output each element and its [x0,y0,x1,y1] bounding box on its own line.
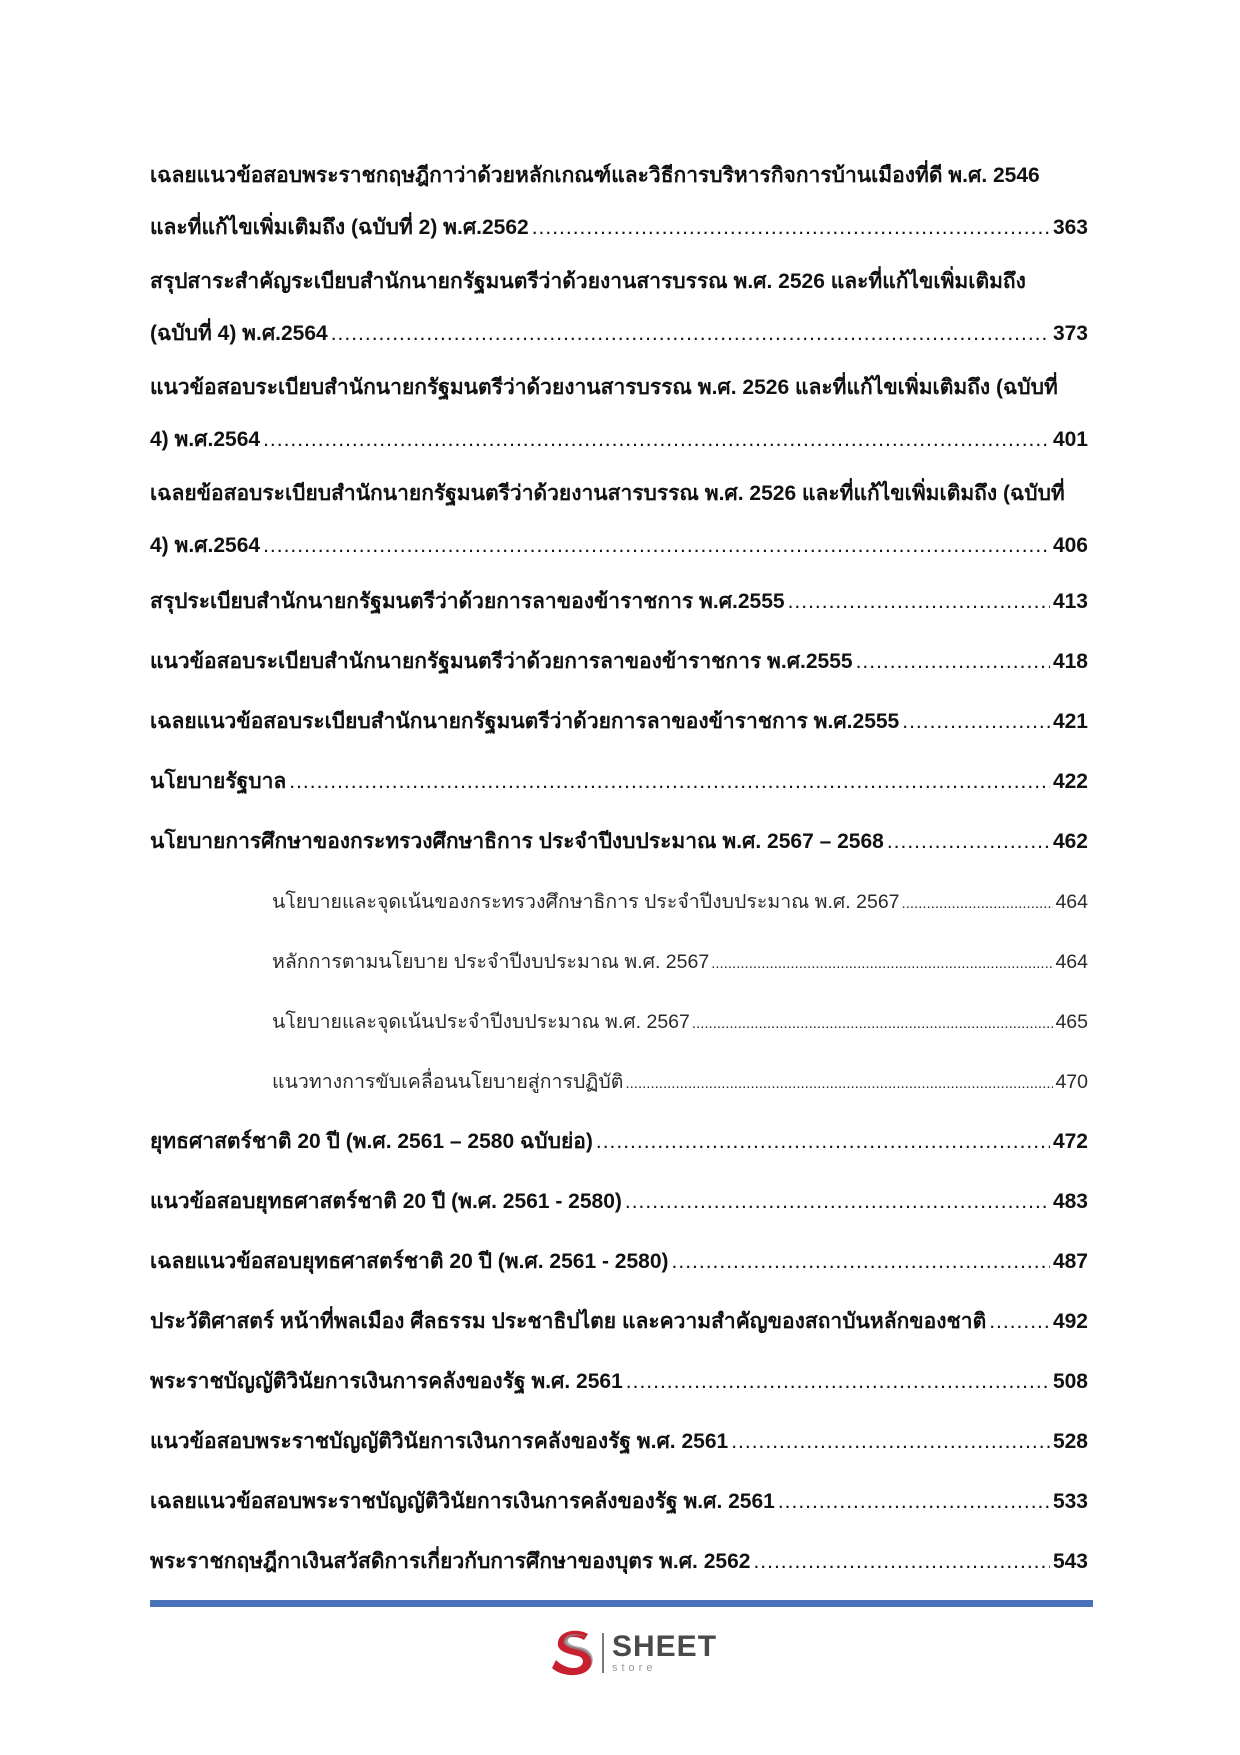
toc-entry[interactable] [150,812,1088,872]
toc-entry[interactable] [150,1112,1088,1172]
dot-leader [778,1472,1050,1532]
toc-entry-title-line2: (ฉบับที่ 4) พ.ศ.2564 [150,322,328,345]
toc-subentry-title: แนวทางการขับเคลื่อนนโยบายสู่การปฏิบัติ [272,1071,624,1093]
dot-leader [989,1292,1050,1352]
toc-page-number: 373 [1052,322,1088,345]
toc-entry[interactable] [150,1232,1088,1292]
toc-entry-title-line2: 4) พ.ศ.2564 [150,534,261,557]
logo-separator [602,1633,604,1673]
dot-leader [692,994,1054,1054]
toc-page-number: 421 [1052,710,1088,733]
dot-leader [887,812,1050,872]
toc-page-number: 418 [1052,650,1088,673]
dot-leader [753,1532,1050,1592]
toc-entry-title-line2: และที่แก้ไขเพิ่มเติมถึง (ฉบับที่ 2) พ.ศ.2562 [150,216,529,239]
toc-subentry[interactable] [272,992,1088,1052]
toc-page-number: 543 [1052,1550,1088,1573]
footer-rule [150,1600,1093,1607]
toc-subentry-title: นโยบายและจุดเน้นของกระทรวงศึกษาธิการ ประจำปีงบประมาณ พ.ศ. 2567 [272,891,900,913]
brand-name: SHEET [612,1630,718,1663]
toc-page-number: 487 [1052,1250,1088,1273]
toc-entry-title: ยุทธศาสตร์ชาติ 20 ปี (พ.ศ. 2561 – 2580 ฉบับย่อ) [150,1130,593,1153]
toc-entry-title-line1: สรุปสาระสำคัญระเบียบสำนักนายกรัฐมนตรีว่าด้วยงานสารบรรณ พ.ศ. 2526 และที่แก้ไขเพิ่มเติมถึง [150,270,1026,293]
toc-entry[interactable] [150,1532,1088,1592]
dot-leader [263,414,1050,466]
toc-entry-title: เฉลยแนวข้อสอบยุทธศาสตร์ชาติ 20 ปี (พ.ศ. 2561 - 2580) [150,1250,669,1273]
dot-leader [731,1412,1050,1472]
dot-leader [625,1054,1053,1114]
toc-entry-title-line1: เฉลยข้อสอบระเบียบสำนักนายกรัฐมนตรีว่าด้วยงานสารบรรณ พ.ศ. 2526 และที่แก้ไขเพิ่มเติมถึง (ฉบับที่ [150,482,1065,505]
toc-subentry-title: นโยบายและจุดเน้นประจำปีงบประมาณ พ.ศ. 2567 [272,1011,690,1033]
toc-entry[interactable] [150,362,1088,466]
toc-entry-title: นโยบายการศึกษาของกระทรวงศึกษาธิการ ประจำปีงบประมาณ พ.ศ. 2567 – 2568 [150,830,884,853]
dot-leader [788,572,1050,632]
brand-sub: store [612,1662,657,1674]
logo-brand [612,1632,717,1674]
dot-leader [625,1172,1050,1232]
toc-page-number: 401 [1052,428,1088,451]
toc-page-number: 462 [1052,830,1088,853]
toc-entry-title: ประวัติศาสตร์ หน้าที่พลเมือง ศีลธรรม ประชาธิปไตย และความสำคัญของสถาบันหลักของชาติ [150,1310,987,1333]
toc-page-number: 413 [1052,590,1088,613]
toc-entry[interactable] [150,1472,1088,1532]
toc-entry[interactable] [150,572,1088,632]
toc-entry-title-line1: เฉลยแนวข้อสอบพระราชกฤษฎีกาว่าด้วยหลักเกณฑ์และวิธีการบริหารกิจการบ้านเมืองที่ดี พ.ศ. 2546 [150,164,1040,187]
toc-subentry[interactable] [272,932,1088,992]
toc-entry[interactable] [150,150,1088,254]
toc-page-number: 406 [1052,534,1088,557]
toc-subentry[interactable] [272,872,1088,932]
toc-entry-title: แนวข้อสอบพระราชบัญญัติวินัยการเงินการคลังของรัฐ พ.ศ. 2561 [150,1430,729,1453]
sheet-store-logo [550,1625,717,1681]
toc-entry-title-line1: แนวข้อสอบระเบียบสำนักนายกรัฐมนตรีว่าด้วยงานสารบรรณ พ.ศ. 2526 และที่แก้ไขเพิ่มเติมถึง (ฉบับที่ [150,376,1058,399]
toc-page-number: 464 [1055,951,1088,973]
toc-entry-title: สรุประเบียบสำนักนายกรัฐมนตรีว่าด้วยการลาของข้าราชการ พ.ศ.2555 [150,590,785,613]
dot-leader [902,692,1050,752]
dot-leader [263,520,1050,572]
toc-entry[interactable] [150,256,1088,360]
toc-entry-title: แนวข้อสอบระเบียบสำนักนายกรัฐมนตรีว่าด้วยการลาของข้าราชการ พ.ศ.2555 [150,650,853,673]
toc-entry-title: เฉลยแนวข้อสอบพระราชบัญญัติวินัยการเงินการคลังของรัฐ พ.ศ. 2561 [150,1490,775,1513]
toc-entry[interactable] [150,632,1088,692]
toc-entry-title: พระราชบัญญัติวินัยการเงินการคลังของรัฐ พ.ศ. 2561 [150,1370,623,1393]
toc-page-number: 465 [1055,1011,1088,1033]
toc-entry-title: เฉลยแนวข้อสอบระเบียบสำนักนายกรัฐมนตรีว่าด้วยการลาของข้าราชการ พ.ศ.2555 [150,710,900,733]
dot-leader [902,874,1054,934]
toc-entry[interactable] [150,752,1088,812]
dot-leader [331,308,1050,360]
toc-subentry[interactable] [272,1052,1088,1112]
toc-page-number: 492 [1052,1310,1088,1333]
toc-subentry-title: หลักการตามนโยบาย ประจำปีงบประมาณ พ.ศ. 2567 [272,951,710,973]
table-of-contents [150,150,1088,1592]
toc-entry[interactable] [150,1172,1088,1232]
toc-page-number: 528 [1052,1430,1088,1453]
dot-leader [532,202,1050,254]
dot-leader [672,1232,1050,1292]
toc-entry[interactable] [150,1412,1088,1472]
toc-entry[interactable] [150,692,1088,752]
toc-page-number: 508 [1052,1370,1088,1393]
toc-entry-title: นโยบายรัฐบาล [150,770,287,793]
toc-page-number: 472 [1052,1130,1088,1153]
toc-page-number: 363 [1052,216,1088,239]
dot-leader [596,1112,1050,1172]
toc-page-number: 470 [1055,1071,1088,1093]
toc-entry[interactable] [150,1292,1088,1352]
toc-entry-title-line2: 4) พ.ศ.2564 [150,428,261,451]
toc-entry[interactable] [150,468,1088,572]
dot-leader [626,1352,1050,1412]
toc-entry-title: พระราชกฤษฎีกาเงินสวัสดิการเกี่ยวกับการศึกษาของบุตร พ.ศ. 2562 [150,1550,751,1573]
toc-page-number: 422 [1052,770,1088,793]
toc-page-number: 483 [1052,1190,1088,1213]
dot-leader [289,752,1050,812]
dot-leader [856,632,1050,692]
dot-leader [711,934,1053,994]
toc-page-number: 464 [1055,891,1088,913]
toc-entry[interactable] [150,1352,1088,1412]
toc-page-number: 533 [1052,1490,1088,1513]
sheet-store-s-logo-icon [550,1628,596,1678]
toc-entry-title: แนวข้อสอบยุทธศาสตร์ชาติ 20 ปี (พ.ศ. 2561 - 2580) [150,1190,622,1213]
